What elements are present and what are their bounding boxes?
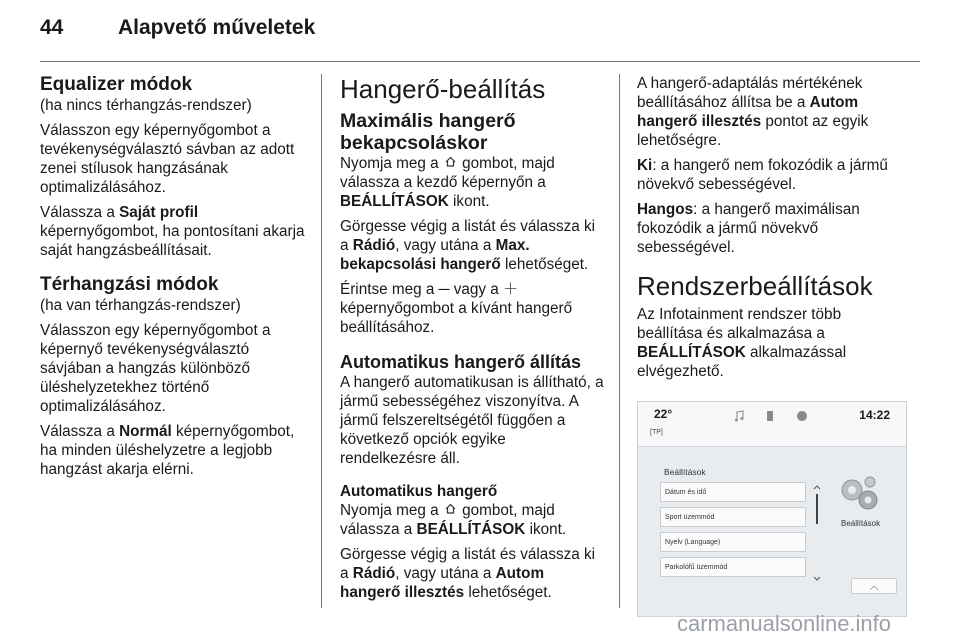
- tp-indicator: [TP]: [650, 429, 663, 436]
- paragraph: A hangerő automatikusan is állítható, a jármű sebességéhez viszonyítva. A jármű felszereltségétől függően a következő opciók egyike rendelkezésre áll.: [340, 374, 604, 467]
- paragraph: Nyomja meg a gombot, majd válassza a BEÁLLÍTÁSOK ikont.: [340, 502, 567, 538]
- back-button[interactable]: ︿: [851, 578, 897, 594]
- list-item[interactable]: Nyelv (Language): [660, 532, 806, 552]
- screen-title: Beállítások: [664, 467, 706, 477]
- main-section-title: Hangerő-beállítás: [340, 74, 546, 104]
- home-icon: [443, 154, 458, 173]
- settings-screenshot: [637, 401, 907, 617]
- paragraph: Ki: a hangerő nem fokozódik a jármű növekvő sebességével.: [637, 157, 888, 193]
- minus-icon: ─: [438, 281, 450, 298]
- column-divider: [619, 74, 620, 608]
- section-title-surround: Térhangzási módok: [40, 274, 219, 295]
- paragraph: Görgesse végig a listát és válassza ki a Rádió, vagy utána a Autom hangerő illesztés lehetőséget.: [340, 546, 596, 601]
- paragraph: A hangerő-adaptálás mértékének beállításához állítsa be a Autom hangerő illesztés pontot az egyik lehetőségre.: [637, 75, 869, 149]
- header-rule: [40, 61, 920, 62]
- paragraph: Válasszon egy képernyőgombot a tevékenységválasztó sávban az adott zenei stílusok hangzásának optimalizálásához.: [40, 122, 295, 196]
- section-title-equalizer: Equalizer módok: [40, 74, 193, 95]
- paragraph: Görgesse végig a listát és válassza ki a Rádió, vagy utána a Max. bekapcsolási hangerő lehetőséget.: [340, 218, 596, 273]
- paragraph: Érintse meg a ─ vagy a ＋ képernyőgombot a kívánt hangerő beállításához.: [340, 281, 573, 336]
- column-1: [40, 74, 312, 485]
- section-title-auto-volume: Automatikus hangerő állítás: [340, 352, 582, 372]
- music-icon: [734, 410, 744, 422]
- list-item[interactable]: Sport üzemmód: [660, 507, 806, 527]
- info-icon: [796, 410, 808, 422]
- plus-icon: ＋: [503, 281, 519, 298]
- paragraph: Válassza a Saját profil képernyőgombot, ha pontosítani akarja saját hangzásbeállításait.: [40, 204, 305, 259]
- section-subtitle: (ha nincs térhangzás-rendszer): [40, 97, 252, 114]
- paragraph: Válasszon egy képernyőgombot a képernyő tevékenységválasztó sávjában a hangzás különböző üléshelyzetekhez történő optimalizálásához.: [40, 322, 271, 415]
- paragraph: Nyomja meg a gombot, majd válassza a kezdő képernyőn a BEÁLLÍTÁSOK ikont.: [340, 155, 555, 210]
- column-divider: [321, 74, 322, 608]
- paragraph: Hangos: a hangerő maximálisan fokozódik a jármű növekvő sebességével.: [637, 201, 860, 256]
- subsection-title: Automatikus hangerő: [340, 483, 498, 500]
- section-title-system-settings: Rendszerbeállítások: [637, 271, 873, 301]
- gear-label: Beállítások: [841, 519, 881, 528]
- page-header: [40, 16, 315, 40]
- clock: 14:22: [859, 408, 890, 422]
- column-3: [637, 74, 905, 617]
- gear-icon[interactable]: [836, 472, 882, 514]
- chapter-title: Alapvető műveletek: [118, 16, 316, 39]
- phone-icon: [765, 410, 775, 422]
- paragraph: Az Infotainment rendszer több beállítása és alkalmazása a BEÁLLÍTÁSOK alkalmazással elvégezhető.: [637, 306, 847, 380]
- list-item[interactable]: Parkolófű üzemmód: [660, 557, 806, 577]
- status-bar: [638, 402, 906, 447]
- column-2: [340, 74, 605, 608]
- temperature: 22°: [654, 407, 673, 421]
- list-item[interactable]: Dátum és idő: [660, 482, 806, 502]
- page-number: 44: [40, 16, 64, 39]
- section-subtitle: (ha van térhangzás-rendszer): [40, 297, 241, 314]
- section-title-max-volume: Maximális hangerő bekapcsoláskor: [340, 110, 516, 154]
- watermark: carmanualsonline.info: [677, 611, 892, 636]
- paragraph: Válassza a Normál képernyőgombot, ha minden üléshelyzetre a legjobb hangzást akarja elérni.: [40, 423, 295, 478]
- home-icon: [443, 501, 458, 520]
- scrollbar[interactable]: [813, 484, 821, 582]
